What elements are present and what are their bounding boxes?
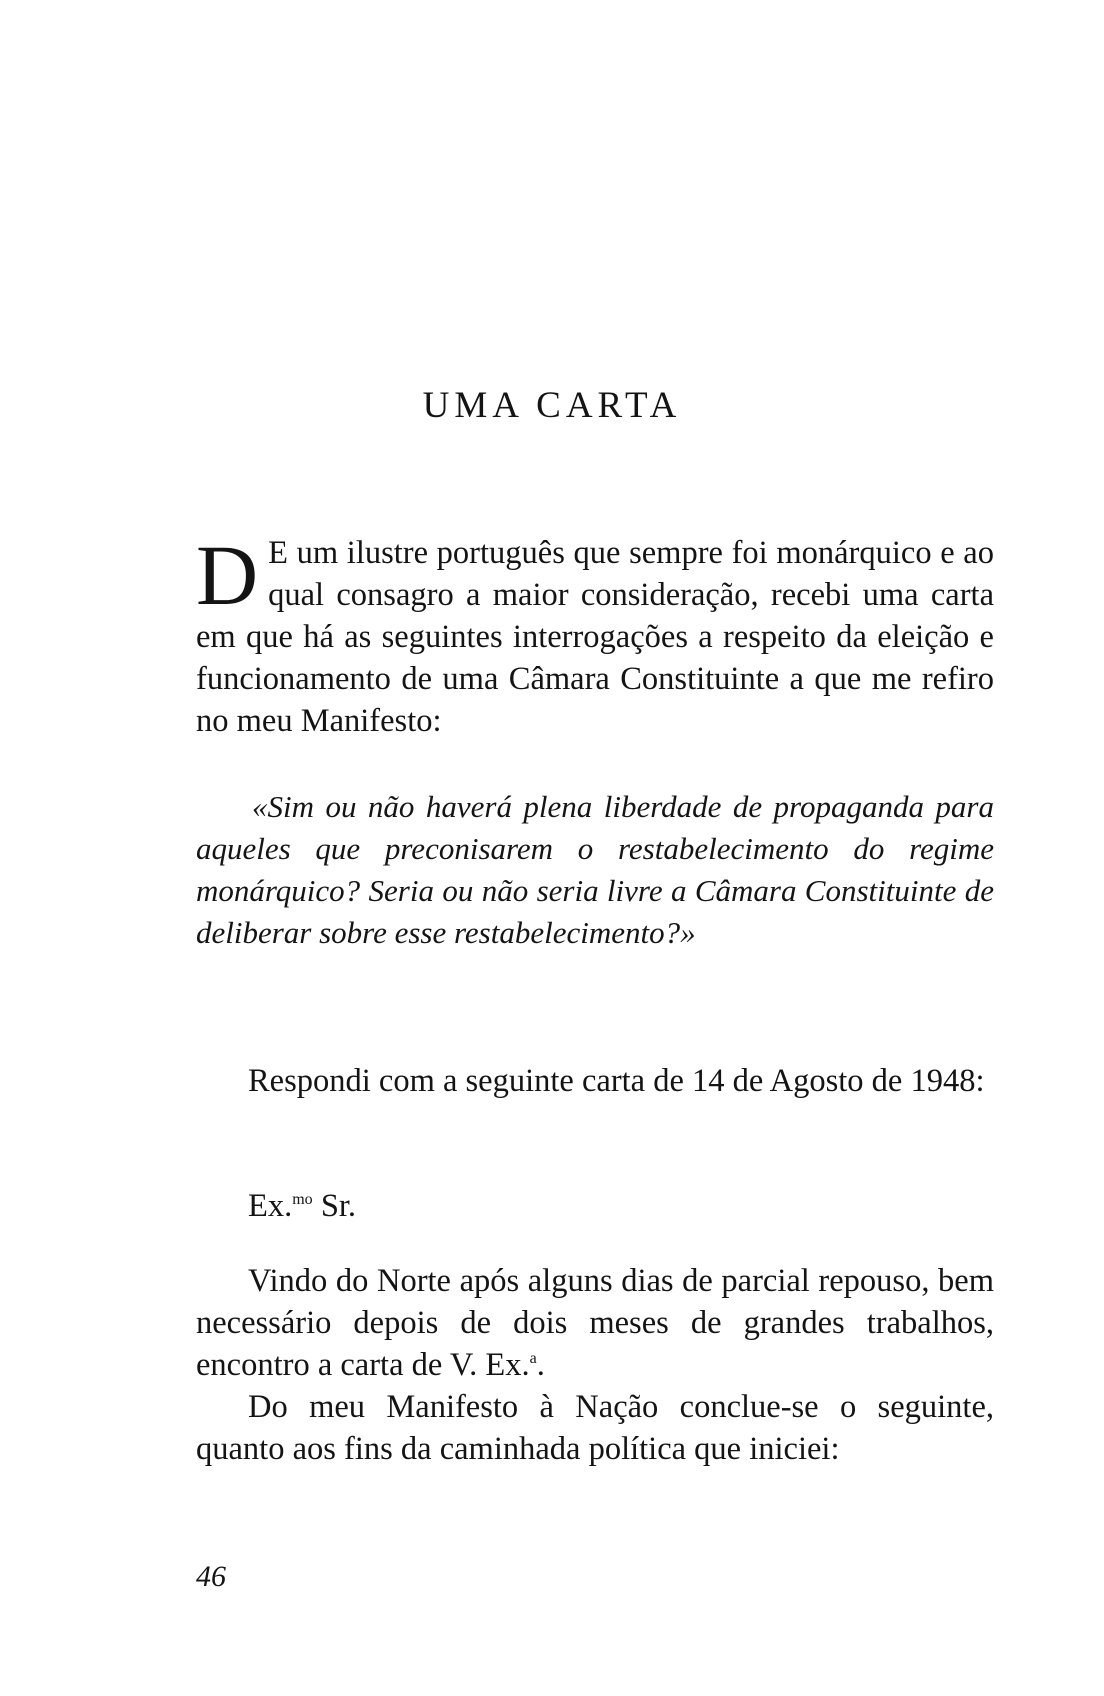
reply-paragraph: Respondi com a seguinte carta de 14 de Agosto de 1948: [248, 1063, 985, 1099]
chapter-title: UMA CARTA [422, 385, 682, 426]
letter-salutation [248, 1185, 648, 1227]
letter-paragraph-2: Do meu Manifesto à Nação conclue-se o seguinte, quanto aos fins da caminhada política que iniciei: [196, 1389, 994, 1467]
drop-cap: D [196, 527, 259, 623]
letter-paragraph-1-text: Vindo do Norte após alguns dias de parcial repouso, bem necessário depois de dois meses de grandes trabalhos, encontro a carta de V. Ex. [196, 1263, 994, 1383]
quoted-questions: «Sim ou não haverá plena liberdade de propaganda para aqueles que preconisarem o restabelecimento do regime monárquico? Seria ou não seria livre a Câmara Constituinte de deliberar sobre esse restabelecimento?» [196, 789, 994, 950]
salutation-superscript: mo [292, 1191, 313, 1209]
page-number: 46 [196, 1560, 226, 1593]
letter-paragraph-1-end: . [536, 1347, 545, 1383]
opening-paragraph [196, 527, 994, 742]
letter-paragraph-1 [196, 1260, 994, 1386]
letter-paragraph-1-superscript: a [529, 1350, 537, 1368]
salutation-suffix: Sr. [312, 1188, 357, 1224]
salutation-prefix: Ex. [248, 1188, 293, 1224]
opening-paragraph-text: E um ilustre português que sempre foi monárquico e ao qual consagro a maior consideração, recebi uma carta em que há as seguintes interrogações a respeito da eleição e funcionamento de uma Câmara Constituinte a que me refiro no meu Manifesto: [196, 535, 994, 739]
